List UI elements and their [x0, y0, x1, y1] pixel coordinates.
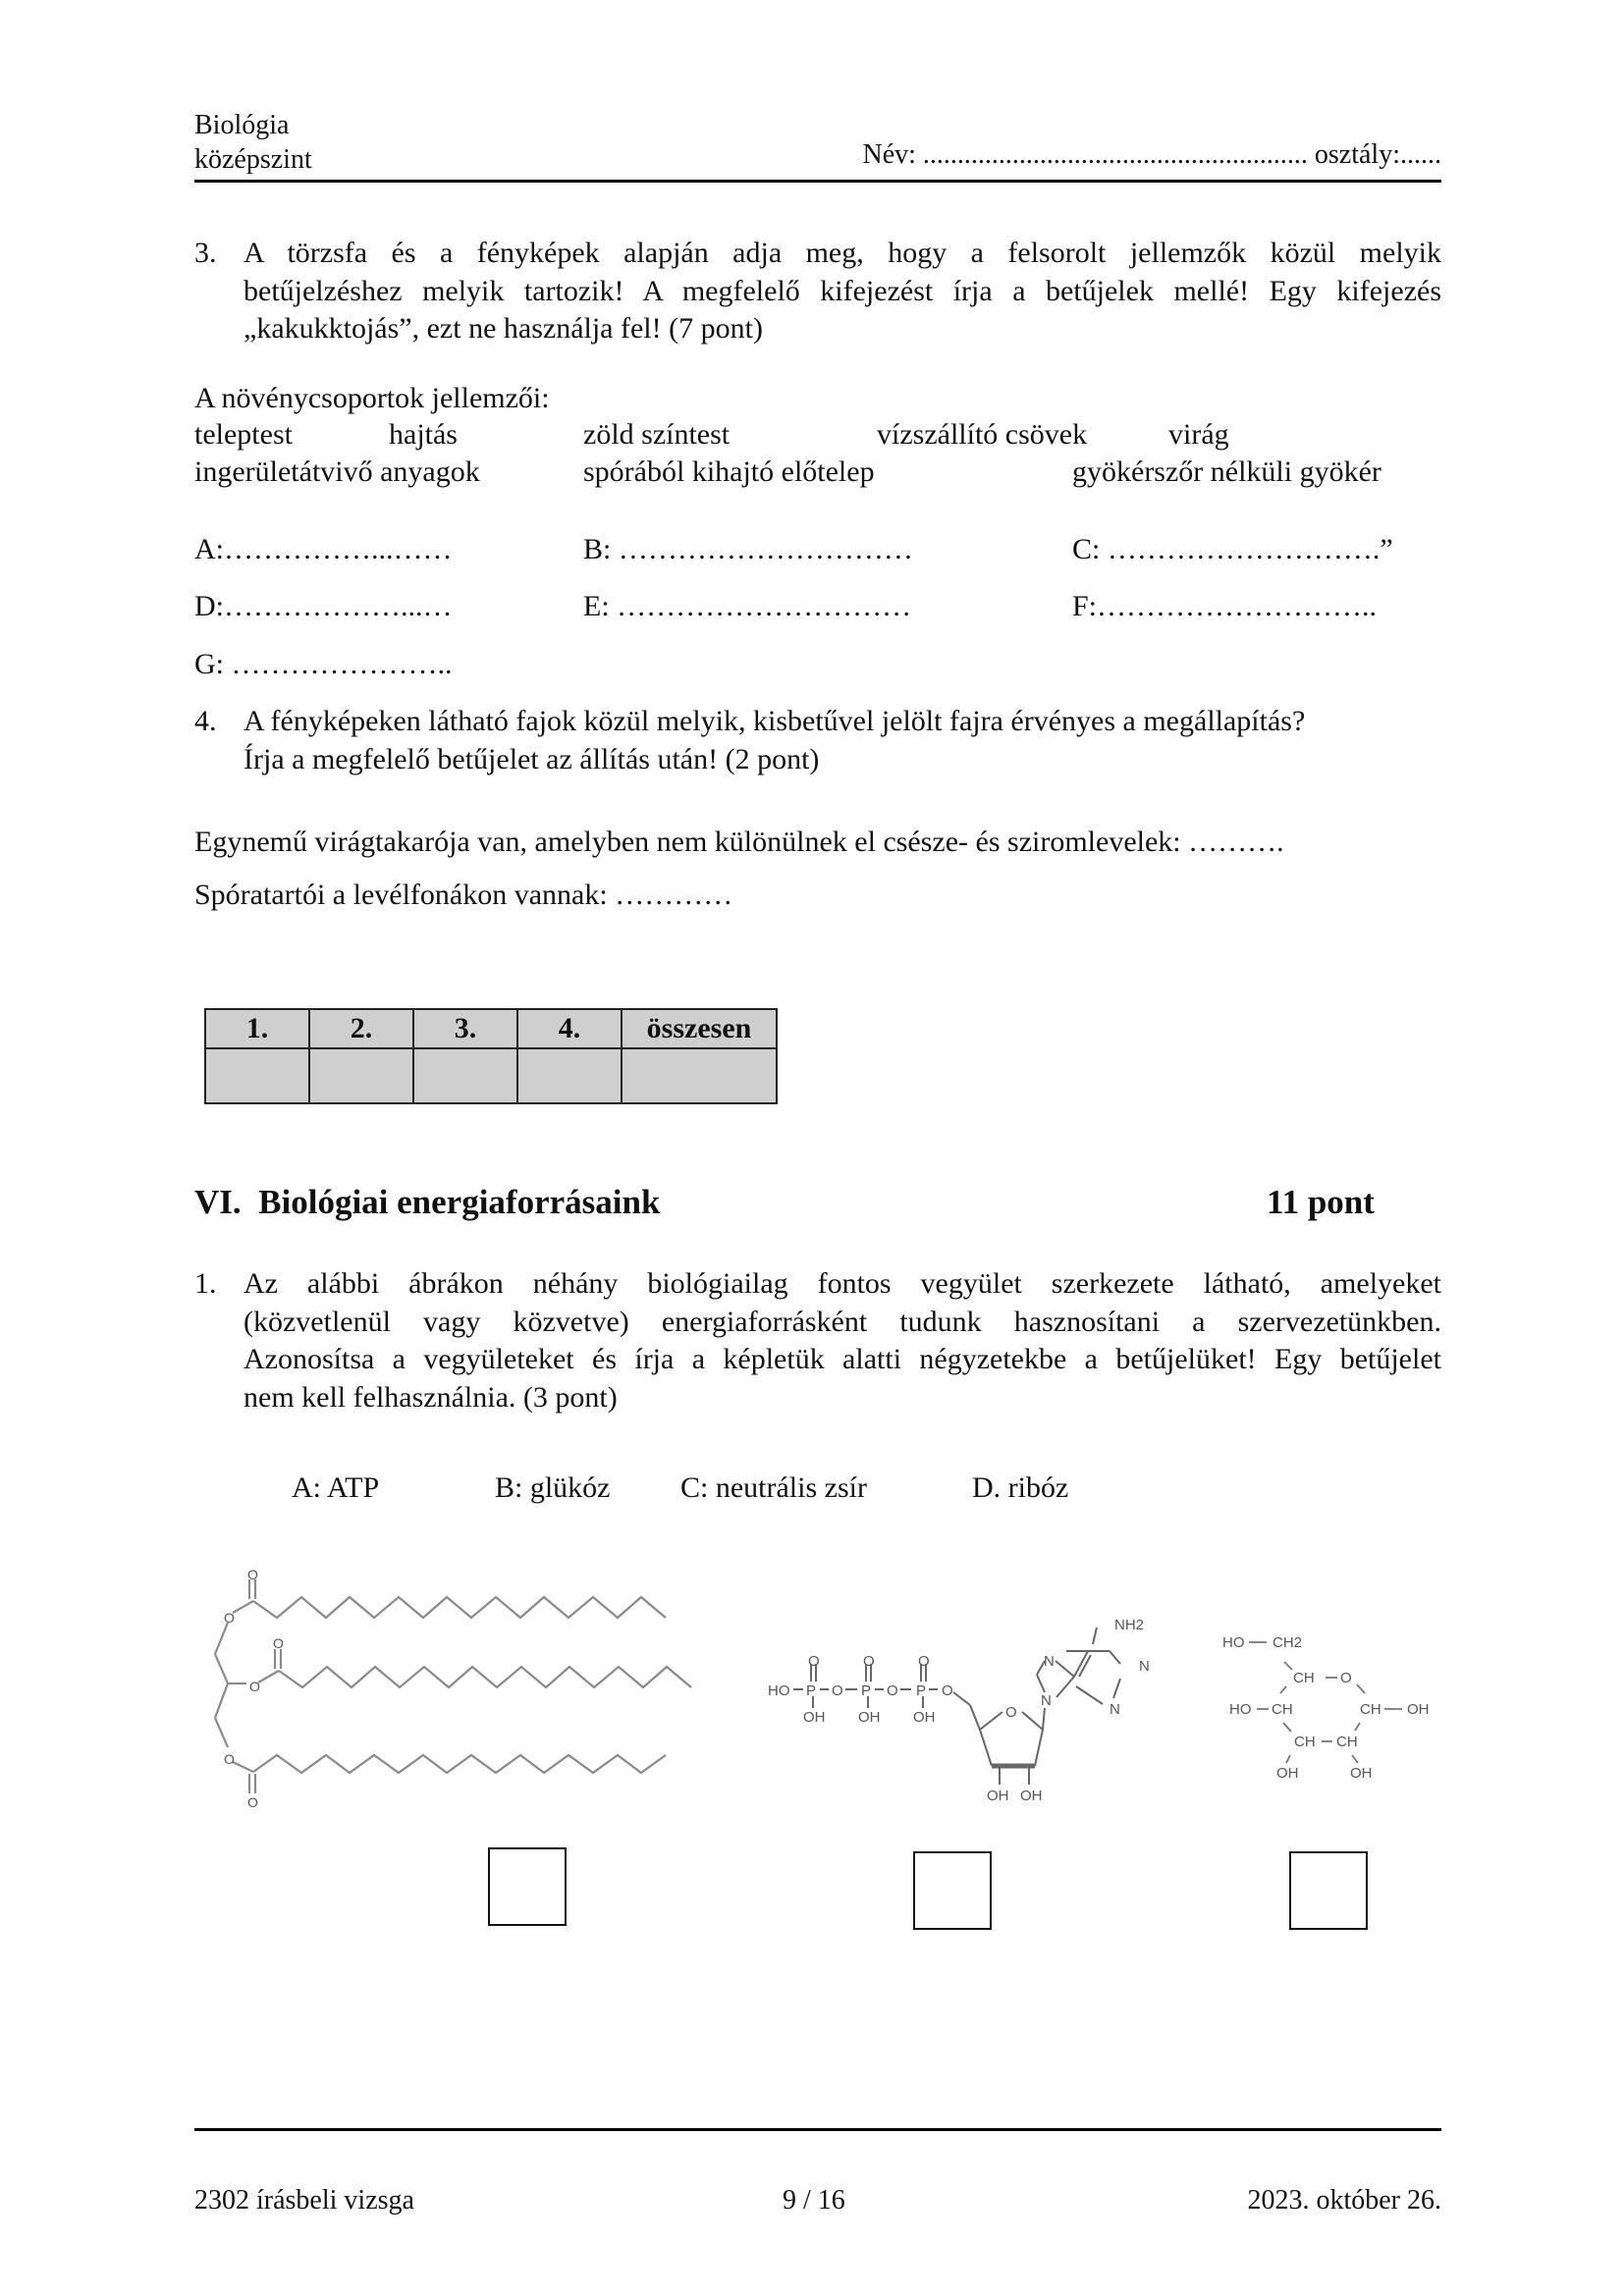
score-header: összesen — [622, 1009, 777, 1048]
svg-text:O: O — [247, 1567, 258, 1582]
score-header: 4. — [517, 1009, 622, 1048]
question-6-1-line: Az alábbi ábrákon néhány biológiailag fontos vegyület szerkezete látható, amelyeket — [244, 1267, 1441, 1300]
svg-text:O: O — [224, 1610, 235, 1626]
svg-text:CH: CH — [1294, 1734, 1316, 1750]
feature-item: teleptest — [194, 418, 293, 451]
answer-blank-g[interactable]: G: ………………….. — [194, 648, 453, 680]
triglyceride-structure-icon — [191, 1566, 741, 1831]
score-cell[interactable] — [517, 1048, 622, 1103]
svg-text:O: O — [1340, 1670, 1352, 1686]
question-3-line: „kakukktojás”, ezt ne használja fel! (7 pont) — [244, 312, 763, 345]
feature-item: zöld színtest — [583, 418, 731, 451]
question-6-1-number: 1. — [194, 1267, 217, 1300]
svg-text:OH: OH — [1020, 1788, 1043, 1804]
svg-text:OH: OH — [987, 1788, 1009, 1804]
footer-date: 2023. október 26. — [1247, 2185, 1441, 2216]
question-6-1-line: nem kell felhasználnia. (3 pont) — [244, 1380, 618, 1414]
answer-blank-c[interactable]: C: ……………………….” — [1072, 533, 1393, 565]
score-cell[interactable] — [413, 1048, 517, 1103]
answer-blank-e[interactable]: E: ………………………… — [583, 590, 912, 622]
svg-text:O: O — [918, 1653, 930, 1670]
statement-2[interactable]: Spóratartói a levélfonákon vannak: ………… — [194, 879, 733, 911]
score-cell[interactable] — [205, 1048, 309, 1103]
svg-text:HO: HO — [768, 1682, 790, 1699]
svg-text:HO: HO — [1229, 1701, 1252, 1718]
score-table — [204, 1008, 778, 1104]
svg-text:OH: OH — [1407, 1701, 1430, 1718]
answer-blank-a[interactable]: A:……………...…… — [194, 533, 453, 565]
statement-1[interactable]: Egynemű virágtakarója van, amelyben nem különülnek el csésze- és sziromlevelek: ………. — [194, 826, 1284, 858]
question-3-line: betűjelzéshez melyik tartozik! A megfelelő kifejezést írja a betűjelek mellé! Egy kifejezés — [244, 274, 1441, 307]
svg-text:O: O — [224, 1751, 235, 1767]
answer-blank-d[interactable]: D:………………...… — [194, 590, 453, 622]
svg-text:O: O — [1005, 1704, 1017, 1721]
svg-text:OH: OH — [1350, 1765, 1373, 1782]
question-3-text — [244, 235, 1441, 348]
score-header: 3. — [413, 1009, 517, 1048]
svg-text:CH: CH — [1272, 1701, 1293, 1718]
svg-text:O: O — [247, 1794, 258, 1810]
score-cell[interactable] — [622, 1048, 777, 1103]
svg-text:P: P — [806, 1682, 817, 1699]
svg-text:NH2: NH2 — [1114, 1617, 1145, 1633]
section-title: VI. Biológiai energiaforrásaink — [194, 1183, 661, 1221]
question-6-1-line: (közvetlenül vagy közvetve) energiaforrásként tudunk hasznosítani a szervezetünkben. — [244, 1305, 1441, 1338]
glucose-structure-icon — [1218, 1620, 1473, 1796]
atp-structure-icon — [764, 1610, 1166, 1816]
feature-item: hajtás — [389, 418, 458, 451]
feature-item: ingerületátvivő anyagok — [194, 455, 480, 488]
svg-text:CH: CH — [1336, 1734, 1358, 1750]
svg-text:N: N — [1110, 1701, 1120, 1718]
footer-rule — [194, 2128, 1441, 2131]
name-class-field[interactable]: Név: ........................................................ osztály:...... — [862, 139, 1441, 170]
footer-page-number: 9 / 16 — [783, 2185, 845, 2216]
answer-blank-f[interactable]: F:……………………….. — [1072, 590, 1378, 622]
svg-text:CH2: CH2 — [1272, 1634, 1303, 1651]
svg-text:O: O — [273, 1635, 284, 1651]
svg-text:OH: OH — [1276, 1765, 1299, 1782]
question-6-1-text — [244, 1265, 1441, 1416]
option-b: B: glükóz — [495, 1471, 611, 1504]
answer-box-1[interactable] — [488, 1847, 567, 1926]
question-4-line: Írja a megfelelő betűjelet az állítás után! (2 pont) — [244, 742, 820, 775]
svg-text:P: P — [916, 1682, 927, 1699]
svg-text:N: N — [1044, 1653, 1055, 1670]
score-header: 1. — [205, 1009, 309, 1048]
svg-text:OH: OH — [803, 1709, 826, 1726]
feature-item: virág — [1168, 418, 1229, 451]
answer-blank-b[interactable]: B: ………………………… — [583, 533, 913, 565]
score-cell[interactable] — [309, 1048, 413, 1103]
feature-item: gyökérszőr nélküli gyökér — [1072, 455, 1381, 488]
svg-text:CH: CH — [1360, 1701, 1381, 1718]
question-4-text — [244, 703, 1441, 778]
svg-text:O: O — [832, 1682, 843, 1699]
svg-text:HO: HO — [1222, 1634, 1245, 1651]
svg-text:O: O — [942, 1682, 953, 1699]
svg-text:OH: OH — [858, 1709, 881, 1726]
question-6-1-line: Azonosítsa a vegyületeket és írja a képletük alatti négyzetekbe a betűjelüket! Egy betűjelet — [244, 1343, 1441, 1375]
answer-box-2[interactable] — [913, 1851, 992, 1930]
svg-text:CH: CH — [1293, 1670, 1315, 1686]
svg-text:P: P — [861, 1682, 872, 1699]
feature-item: vízszállító csövek — [877, 418, 1088, 451]
header-rule — [194, 180, 1441, 183]
section-points: 11 pont — [1267, 1183, 1375, 1221]
feature-item: spórából kihajtó előtelep — [583, 455, 875, 488]
svg-text:O: O — [863, 1653, 875, 1670]
score-header: 2. — [309, 1009, 413, 1048]
option-a: A: ATP — [292, 1471, 380, 1504]
svg-text:N: N — [1139, 1658, 1150, 1675]
svg-text:N: N — [1041, 1692, 1052, 1709]
features-title: A növénycsoportok jellemzői: — [194, 382, 550, 414]
answer-box-3[interactable] — [1289, 1851, 1368, 1930]
question-3-line: A törzsfa és a fényképek alapján adja meg, hogy a felsorolt jellemzők közül melyik — [244, 237, 1441, 269]
svg-text:O: O — [249, 1679, 260, 1694]
header-level: középszint — [194, 144, 312, 175]
header-subject: Biológia — [194, 110, 290, 140]
question-3-number: 3. — [194, 237, 217, 269]
footer-exam: 2302 írásbeli vizsga — [194, 2185, 414, 2216]
option-d: D. ribóz — [972, 1471, 1069, 1504]
question-4-number: 4. — [194, 705, 217, 737]
svg-text:OH: OH — [913, 1709, 936, 1726]
svg-text:O: O — [887, 1682, 898, 1699]
question-4-line: A fényképeken látható fajok közül melyik, kisbetűvel jelölt fajra érvényes a megállapítás? — [244, 705, 1306, 737]
svg-text:O: O — [808, 1653, 820, 1670]
option-c: C: neutrális zsír — [680, 1471, 867, 1504]
